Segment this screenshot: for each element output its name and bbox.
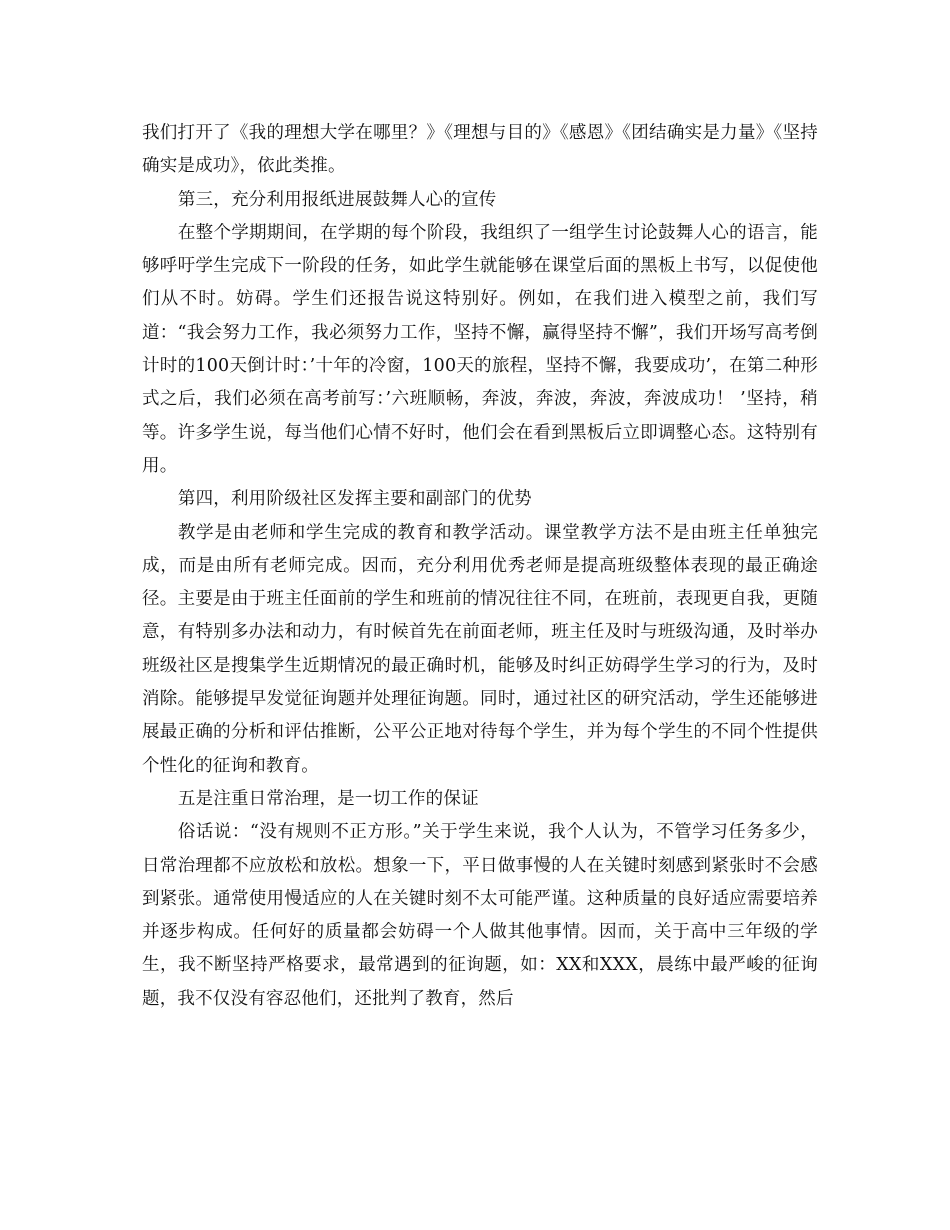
paragraph-section-3: 在整个学期期间，在学期的每个阶段，我组织了一组学生讨论鼓舞人心的语言，能够呼吁学生完成下一阶段的任务，如此学生就能够在课堂后面的黑板上书写，以促使他们从不时。妨碍。学生们还报告说这特别好。例如，在我们进入模型之前，我们写道：“我会努力工作，我必须努力工作，坚持不懈，赢得坚持不懈”，我们开场写高考倒计时的100天倒计时：’十年的冷窗，100天的旅程，坚持不懈，我要成功’，在第二种形式之后，我们必须在高考前写：’六班顺畅，奔波，奔波，奔波，奔波成功！ ’坚持，稍等。许多学生说，每当他们心情不好时，他们会在看到黑板后立即调整心态。这特别有用。: [142, 222, 818, 476]
document-body: [142, 117, 818, 1016]
heading-section-3: 第三，充分利用报纸进展鼓舞人心的宣传: [177, 189, 497, 210]
paragraph-section-4: 教学是由老师和学生完成的教育和教学活动。课堂教学方法不是由班主任单独完成，而是由所有老师完成。因而，充分利用优秀老师是提高班级整体表现的最正确途径。主要是由于班主任面前的学生和班前的情况往往不同，在班前，表现更自我，更随意，有特别多办法和动力，有时候首先在前面老师，班主任及时与班级沟通，及时举办班级社区是搜集学生近期情况的最正确时机，能够及时纠正妨碍学生学习的行为，及时消除。能够提早发觉征询题并处理征询题。同时，通过社区的研究活动，学生还能够进展最正确的分析和评估推断，公平公正地对待每个学生，并为每个学生的不同个性提供个性化的征询和教育。: [142, 522, 818, 776]
paragraph-1: 我们打开了《我的理想大学在哪里？》《理想与目的》《感恩》《团结确实是力量》《坚持确实是成功》，依此类推。: [142, 123, 818, 177]
heading-section-5: 五是注重日常治理，是一切工作的保证: [177, 788, 479, 809]
heading-section-4: 第四，利用阶级社区发挥主要和副部门的优势: [177, 489, 532, 510]
paragraph-section-5: 俗话说：“没有规则不正方形。”关于学生来说，我个人认为，不管学习任务多少，日常治理都不应放松和放松。想象一下，平日做事慢的人在关键时刻感到紧张时不会感到紧张。通常使用慢适应的人在关键时刻不太可能严谨。这种质量的良好适应需要培养并逐步构成。任何好的质量都会妨碍一个人做其他事情。因而，关于高中三年级的学生，我不断坚持严格要求，最常遇到的征询题，如：XX和XXX，晨练中最严峻的征询题，我不仅没有容忍他们，还批判了教育，然后: [142, 822, 818, 1009]
